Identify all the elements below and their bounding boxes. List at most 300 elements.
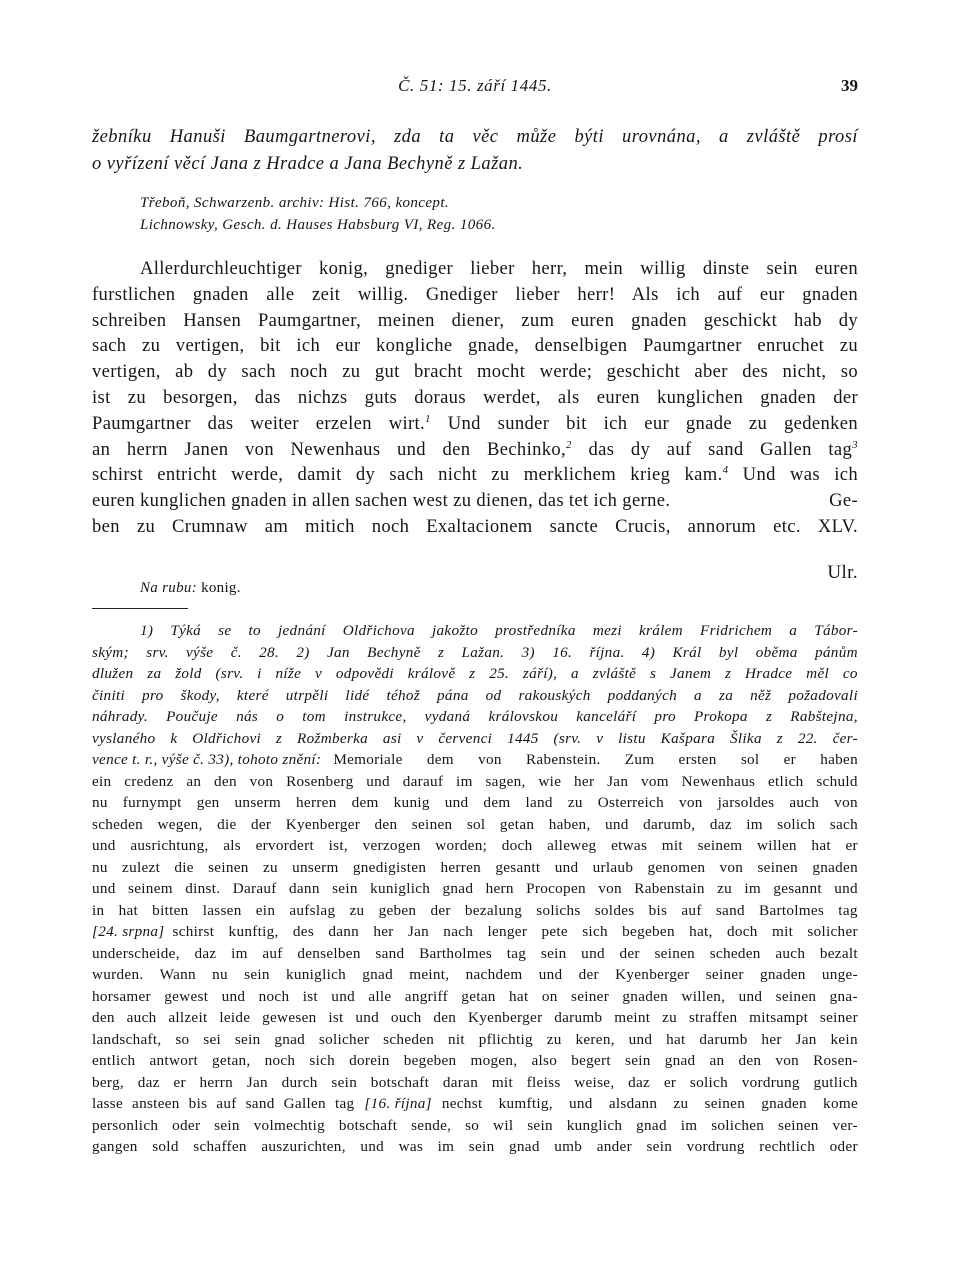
word: her — [761, 1030, 782, 1048]
word: gnaden — [760, 966, 806, 983]
word: rakouských — [518, 686, 591, 704]
word: Jan — [795, 1030, 817, 1048]
footnote-marker: 4 — [722, 464, 729, 477]
word: im — [456, 772, 473, 790]
word: Prokopa — [693, 708, 748, 725]
word: asi — [382, 729, 402, 747]
word: von — [719, 858, 744, 876]
word: soldes — [594, 901, 635, 919]
word: in — [92, 901, 105, 919]
word: bis — [648, 901, 668, 919]
word: Oldřichova — [342, 622, 415, 639]
word: lidé — [345, 686, 370, 704]
word: sein — [527, 1116, 553, 1134]
word: ist — [328, 1009, 344, 1026]
regest-line: o vyřízení věcí Jana z Hradce a Jana Bechyně z Lažan. — [92, 154, 524, 174]
note-line — [92, 964, 858, 986]
word: allzeit — [168, 1009, 208, 1026]
word: něž — [750, 686, 772, 704]
word: sein — [332, 880, 358, 897]
word: Kyenberger — [615, 966, 690, 983]
footnotes — [92, 620, 858, 1158]
word: (srv. — [553, 729, 582, 747]
word: solich — [689, 1073, 728, 1091]
word: tag — [334, 1095, 355, 1112]
word: begeben — [403, 1052, 457, 1069]
word: darumb — [554, 1009, 603, 1026]
word: gnaden — [812, 858, 858, 876]
word: worden; — [435, 837, 488, 854]
word: sol — [740, 751, 760, 768]
word: von — [598, 880, 622, 897]
word: mit — [771, 923, 794, 940]
word: her — [574, 772, 595, 790]
word: z — [724, 665, 732, 682]
word: Šlika — [729, 729, 762, 747]
word: sich — [582, 923, 608, 940]
word: sein — [214, 1116, 240, 1134]
word: angriff — [404, 987, 448, 1005]
word: keren, — [575, 1030, 615, 1048]
word: dem — [483, 794, 511, 811]
word: seiner — [705, 966, 744, 983]
endorsement — [140, 580, 241, 597]
word: byl — [718, 643, 739, 661]
word: Bartolmes — [759, 901, 825, 919]
word: zu — [262, 858, 278, 876]
word: sein — [540, 944, 567, 962]
note-line — [92, 706, 858, 728]
word: kunglich — [566, 1116, 623, 1134]
word: zu — [567, 794, 583, 811]
word: 28. — [259, 643, 280, 661]
word: Král — [672, 643, 702, 661]
word: underscheide, — [92, 944, 180, 962]
word: se — [218, 622, 232, 639]
word: tag — [506, 944, 527, 962]
word: za — [718, 686, 734, 704]
word: und — [221, 987, 246, 1005]
word: geben — [378, 901, 417, 919]
word: darumb — [699, 1030, 748, 1048]
text-line: ben zu Crumnaw am mitich noch Exaltacionem sancte Crucis, annorum etc. XLV. — [92, 515, 858, 537]
word: doch — [726, 923, 758, 940]
word: im — [744, 880, 762, 897]
word: 25. — [489, 665, 510, 682]
word: gnedigisten — [352, 858, 427, 876]
word: utrpěli — [285, 686, 329, 704]
word: výše — [186, 643, 214, 661]
text-fragment: Und was ich — [728, 464, 858, 486]
word: so — [465, 1116, 480, 1134]
word: červenci — [438, 729, 493, 747]
text-fragment: an herrn Janen von Newenhaus und den Bechinko, — [92, 438, 567, 460]
word: seinen — [411, 815, 453, 833]
word: Tábor- — [814, 622, 858, 639]
word: nu — [212, 966, 228, 983]
word: kunig — [393, 794, 430, 811]
word: oder — [829, 1138, 858, 1155]
word: č. — [230, 643, 242, 661]
word: herrn — [199, 1073, 234, 1091]
word: dann — [328, 923, 360, 940]
note-line — [92, 835, 858, 857]
word: on — [541, 987, 558, 1005]
word: schirst — [172, 923, 215, 940]
word: dinst. — [185, 880, 221, 897]
word: Jan — [246, 1073, 268, 1091]
word: Darauf — [232, 880, 277, 897]
word: solichs — [536, 901, 581, 919]
word: schuld — [816, 772, 858, 790]
word: sein — [331, 1073, 358, 1091]
word: land — [525, 794, 553, 811]
word: den — [374, 815, 398, 833]
note-line — [92, 986, 858, 1008]
word: gnaden — [761, 1095, 807, 1112]
word: nu — [92, 794, 108, 811]
note-fragment: vence t. r., výše č. 33), tohoto znění: — [92, 751, 322, 768]
word: Zum — [624, 751, 655, 768]
word: denselben — [297, 944, 361, 962]
word: und — [604, 815, 629, 833]
word: und — [581, 944, 605, 962]
word: durch — [281, 1073, 318, 1091]
word: nechst — [441, 1095, 483, 1112]
word: ander — [596, 1138, 632, 1155]
running-title: Č. 51: 15. září 1445. — [398, 76, 552, 95]
word: z — [469, 665, 476, 682]
word: poddaných — [607, 686, 678, 704]
text-line: schreiben Hansen Paumgartner, meinen diener, zum euren gnaden geschickt hab dy — [92, 309, 858, 331]
word: dlužen — [92, 665, 134, 682]
word: o — [276, 708, 285, 725]
word: Oldřichovi — [192, 729, 262, 747]
word: ersten — [678, 751, 717, 768]
word: dorein — [349, 1052, 390, 1069]
word: vom — [641, 772, 669, 790]
word: za — [147, 665, 162, 682]
word: Rabštejna, — [790, 708, 858, 725]
word: měl — [806, 665, 830, 682]
word: sand — [715, 901, 745, 919]
word: gangen — [92, 1138, 138, 1155]
word: Týká — [170, 622, 202, 639]
word: pánům — [815, 643, 858, 661]
word: den — [214, 772, 237, 790]
word: gnad — [362, 966, 393, 983]
word: personlich — [92, 1116, 159, 1134]
word: den — [92, 1009, 115, 1026]
word: sein — [646, 1138, 673, 1155]
word: 4) — [641, 643, 656, 661]
word: Fridrichem — [700, 622, 773, 639]
word: als — [223, 837, 241, 854]
word: pflichtig — [478, 1030, 533, 1048]
word: sein — [234, 1030, 261, 1048]
word: und — [628, 1030, 653, 1048]
word: a — [789, 622, 798, 639]
word: jakožto — [432, 622, 478, 639]
word: scheden — [709, 944, 761, 962]
word: von — [478, 751, 502, 768]
word: zu — [662, 1009, 678, 1026]
word: Rožmberka — [297, 729, 369, 747]
word: gen — [196, 794, 220, 811]
word: alle — [368, 987, 392, 1005]
word: sein — [468, 1138, 495, 1155]
word: gutlich — [813, 1073, 858, 1091]
word: října. — [589, 643, 625, 661]
word: meint, — [409, 966, 450, 983]
word: kome — [823, 1095, 858, 1112]
word: mezi — [592, 622, 622, 639]
word: daz — [628, 1073, 651, 1091]
word: gnad — [442, 880, 474, 897]
word: seinen — [778, 1116, 819, 1134]
note-line — [92, 1136, 858, 1158]
word: z — [776, 729, 783, 747]
word: hern — [485, 880, 514, 897]
word: zu — [717, 880, 733, 897]
word: auch — [775, 944, 806, 962]
note-line — [92, 878, 858, 900]
word: sende, — [411, 1116, 452, 1134]
word: aufslag — [289, 901, 336, 919]
word: kuniglich — [370, 880, 431, 897]
word: den — [433, 1009, 457, 1026]
note-fragment — [442, 1093, 858, 1115]
word: zulezt — [122, 858, 161, 876]
word: Jan — [326, 643, 350, 661]
word: pro — [142, 686, 164, 704]
text-fragment: Paumgartner das weiter erzelen wirt. — [92, 412, 426, 434]
letter-text — [92, 256, 858, 540]
word: hat — [666, 1030, 686, 1048]
word: téhož — [386, 686, 420, 704]
word: straffen — [688, 1009, 738, 1026]
word: er — [173, 1073, 186, 1091]
word: im — [746, 815, 763, 833]
word: Jan — [407, 923, 430, 940]
word: meint — [614, 1009, 651, 1026]
word: králem — [638, 622, 683, 639]
word: im — [680, 1116, 698, 1134]
word: vyslaného — [92, 729, 156, 747]
word: der — [430, 901, 451, 919]
text-line: Allerdurchleuchtiger konig, gnediger lieber herr, mein willig dinste sein euren — [140, 258, 858, 279]
word: von — [678, 794, 703, 811]
word: září), — [522, 665, 558, 682]
word: ein — [255, 901, 276, 919]
word: botschaft — [370, 1073, 430, 1091]
word: a — [694, 686, 702, 704]
word: tom — [302, 708, 326, 725]
word: gnad — [636, 1116, 667, 1134]
word: sagen, — [485, 772, 526, 790]
word: mogen, — [470, 1052, 518, 1069]
word: auf — [681, 901, 702, 919]
word: od — [485, 686, 502, 704]
word: seinen — [704, 1095, 746, 1112]
word: er — [845, 837, 858, 854]
note-line — [92, 620, 858, 642]
word: ervordert — [255, 837, 314, 854]
regest-line: žebníku Hanuši Baumgartnerovi, zda ta věc může býti urovnána, a zvláště prosí — [92, 127, 858, 147]
word: botschaft — [338, 1116, 398, 1134]
word: i — [257, 665, 262, 682]
word: hat — [118, 901, 139, 919]
word: im — [437, 1138, 455, 1155]
word: to — [248, 622, 261, 639]
word: dem — [426, 751, 454, 768]
note-line — [92, 749, 858, 771]
word: darumb, — [643, 815, 696, 833]
word: auszurichten, — [261, 1138, 346, 1155]
word: unserm — [292, 858, 339, 876]
word: požadovali — [788, 686, 858, 704]
word: begert — [571, 1052, 611, 1069]
word: und — [360, 1138, 385, 1155]
word: ausrichtung, — [130, 837, 209, 854]
word: und — [331, 987, 355, 1005]
word: seiner — [819, 1009, 858, 1026]
word: Memoriale — [333, 751, 403, 768]
word: horsamer — [92, 987, 151, 1005]
word: gewest — [164, 987, 209, 1005]
word: den — [738, 1052, 762, 1069]
word: hat — [811, 837, 831, 854]
word: lenger — [487, 923, 528, 940]
source-line: Třeboň, Schwarzenb. archiv: Hist. 766, koncept. — [140, 195, 450, 211]
note-line — [92, 792, 858, 814]
word: sein — [244, 966, 270, 983]
word: haben — [820, 751, 858, 768]
word: které — [236, 686, 269, 704]
word: čer- — [832, 729, 858, 747]
word: ist, — [328, 837, 348, 854]
word: nit — [448, 1030, 465, 1048]
word: gesannt — [773, 880, 822, 897]
word: nach — [443, 923, 474, 940]
word: ským; — [92, 643, 129, 661]
word: volmechtig — [253, 1116, 325, 1134]
footnote-marker: 1 — [425, 412, 431, 425]
word: und — [569, 1095, 593, 1112]
word: noch — [264, 1052, 296, 1069]
word: verzogen — [362, 837, 421, 854]
word: (srv. — [215, 665, 244, 682]
word: von — [249, 772, 274, 790]
word: der — [578, 966, 599, 983]
word: so — [175, 1030, 190, 1048]
word: gewesen — [262, 1009, 317, 1026]
word: Rosenberg — [286, 772, 354, 790]
word: fleiss — [526, 1073, 561, 1091]
word: und — [92, 880, 116, 897]
word: ansteen — [132, 1095, 180, 1112]
note-line — [92, 921, 858, 943]
word: králově — [407, 665, 456, 682]
text-line — [92, 488, 858, 514]
text-line — [92, 411, 858, 437]
word: willen, — [681, 987, 726, 1005]
word: hat — [509, 987, 529, 1005]
note-line — [92, 814, 858, 836]
word: kunftig, — [228, 923, 279, 940]
note-line — [92, 900, 858, 922]
word: begeben — [622, 923, 675, 940]
word: zu — [546, 1030, 562, 1048]
word: odpovědi — [335, 665, 394, 682]
word: und — [738, 987, 763, 1005]
word: mit — [661, 837, 683, 854]
word: umb — [554, 1138, 583, 1155]
word: s — [649, 665, 657, 682]
word: die — [174, 858, 194, 876]
word: alsdann — [608, 1095, 658, 1112]
word: von — [775, 1052, 800, 1069]
word: gnaden — [622, 987, 669, 1005]
word: noch — [258, 987, 290, 1005]
word: sein — [624, 1052, 651, 1069]
word: alleweg — [547, 837, 597, 854]
word: der — [250, 815, 272, 833]
word: v — [314, 665, 323, 682]
word: daran — [442, 1073, 479, 1091]
word: Gallen — [283, 1095, 326, 1112]
word: pete — [541, 923, 568, 940]
note-line — [92, 1029, 858, 1051]
word: credenz — [124, 772, 174, 790]
word: jarsoldes — [717, 794, 775, 811]
word: herren — [440, 858, 482, 876]
word: škody, — [180, 686, 220, 704]
word: herren — [296, 794, 337, 811]
word: v — [416, 729, 424, 747]
word: daz — [194, 944, 217, 962]
word: Poučuje — [166, 708, 218, 725]
word: v — [596, 729, 604, 747]
note-line — [92, 1093, 858, 1115]
word: bezalung — [464, 901, 523, 919]
word: dem — [351, 794, 379, 811]
word: solich — [777, 815, 816, 833]
word: berg, — [92, 1073, 125, 1091]
word: solichen — [711, 1116, 765, 1134]
word: antwort — [149, 1052, 198, 1069]
word: gnad — [509, 1138, 540, 1155]
word: zu — [673, 1095, 689, 1112]
word: nás — [236, 708, 259, 725]
word: wegen, — [157, 815, 203, 833]
word: vordrung — [686, 1138, 745, 1155]
word: rechtlich — [759, 1138, 816, 1155]
editorial-date: [16. října] — [364, 1095, 432, 1112]
word: Osterreich — [597, 794, 664, 811]
word: seinem — [697, 837, 743, 854]
word: 1) — [140, 622, 154, 639]
word: srv. — [146, 643, 169, 661]
text-fragment: Und sunder bit ich eur gnade zu gedenken — [430, 412, 858, 434]
word: Newenhaus — [681, 772, 756, 790]
word: oder — [172, 1116, 201, 1134]
word: nachdem — [465, 966, 523, 983]
note-line — [92, 1072, 858, 1094]
footnote-rule — [92, 608, 188, 609]
word: vydaná — [424, 708, 471, 725]
word: auf — [216, 1095, 237, 1112]
